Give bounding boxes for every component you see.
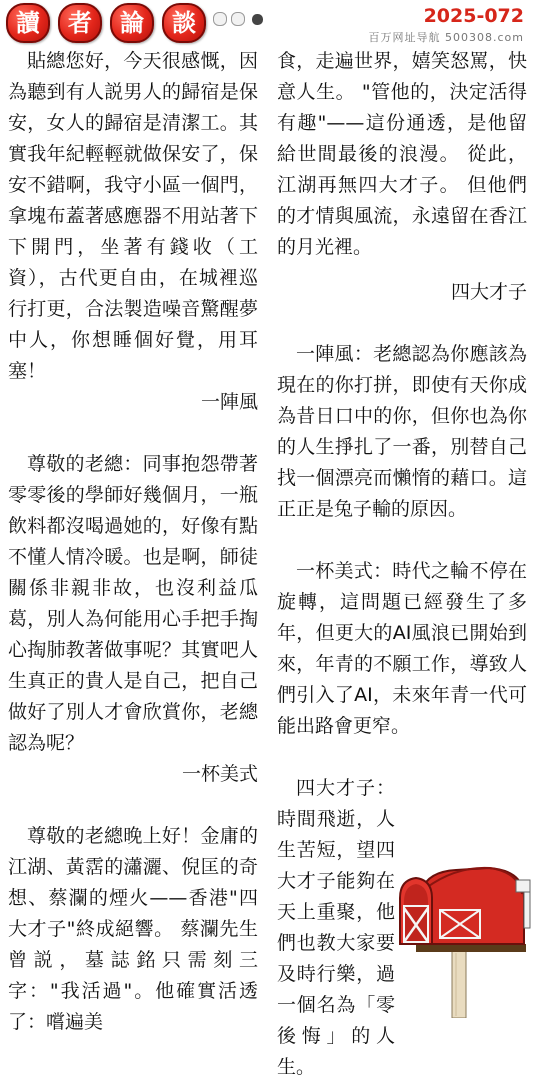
letter-2-signature: 一杯美式 (181, 763, 258, 785)
mailbox-icon (396, 858, 534, 1018)
letter-1-signature: 一陣風 (200, 391, 258, 413)
site-watermark: 百万网址导航 500308.com (368, 31, 524, 44)
page-dot-1 (213, 12, 227, 26)
issue-number: 2025-072 (423, 5, 524, 27)
letter-2: 尊敬的老總：同事抱怨帶著零零後的學師好幾個月，一瓶飲料都沒喝過她的，好像有點不懂人情冷暖。也是啊，師徒關係非親非故，也沒利益瓜葛，別人為何能用心手把手掏心掏肺教著做事呢？其實吧人生真正的貴人是自己，把自己做好了別人才會欣賞你，老總認為呢？ (8, 453, 258, 754)
letter-3-signature: 四大才子 (450, 281, 527, 303)
letter-3-start: 尊敬的老總晚上好！金庸的江湖、黃霑的瀟灑、倪匡的奇想、蔡瀾的煙火——香港"四大才子"終成絕響。 蔡瀾先生曾説，墓誌銘只需刻三字："我活過"。他確實活透了：嚐遍美 (8, 825, 258, 1033)
reply-2: 一杯美式：時代之輪不停在旋轉，這問題已經發生了多年，但更大的AI風浪已開始到來，年青的不願工作，導致人們引入了AI，未來年青一代可能出路會更窄。 (277, 560, 527, 737)
reply-3: 四大才子：時間飛逝，人生苦短，望四大才子能夠在天上重聚，他們也教大家要及時行樂，過一個名為「零後悔」的人生。 (277, 777, 395, 1078)
letter-3-end: 食，走遍世界，嬉笑怒罵，快意人生。 "管他的，決定活得有趣"——這份通透，是他留給世間最後的浪漫。 從此，江湖再無四大才子。 但他們的才情與風流，永遠留在香江的月光裡。 (277, 50, 527, 258)
title-char-4: 談 (162, 3, 206, 43)
title-char-3: 論 (110, 3, 154, 43)
page-dot-3-active (252, 14, 263, 25)
header (0, 0, 538, 44)
left-column (8, 46, 258, 1038)
title-char-1: 讀 (6, 3, 50, 43)
reply-1: 一陣風：老總認為你應該為現在的你打拼，即使有天你成為昔日口中的你，但你也為你的人生掙扎了一番，別替自己找一個漂亮而懶惰的藉口。這正正是兔子輸的原因。 (277, 343, 527, 520)
letter-1: 貼總您好，今天很感慨，因為聽到有人説男人的歸宿是保安，女人的歸宿是清潔工。其實我年紀輕輕就做保安了，保安不錯啊，我守小區一個門，拿塊布蓋著感應器不用站著下下開門，坐著有錢收（工資），古代更自由，在城裡巡行打更，合法製造噪音驚醒夢中人，你想睡個好覺，用耳塞！ (8, 50, 258, 382)
title-char-2: 者 (58, 3, 102, 43)
page-dot-2 (231, 12, 245, 26)
